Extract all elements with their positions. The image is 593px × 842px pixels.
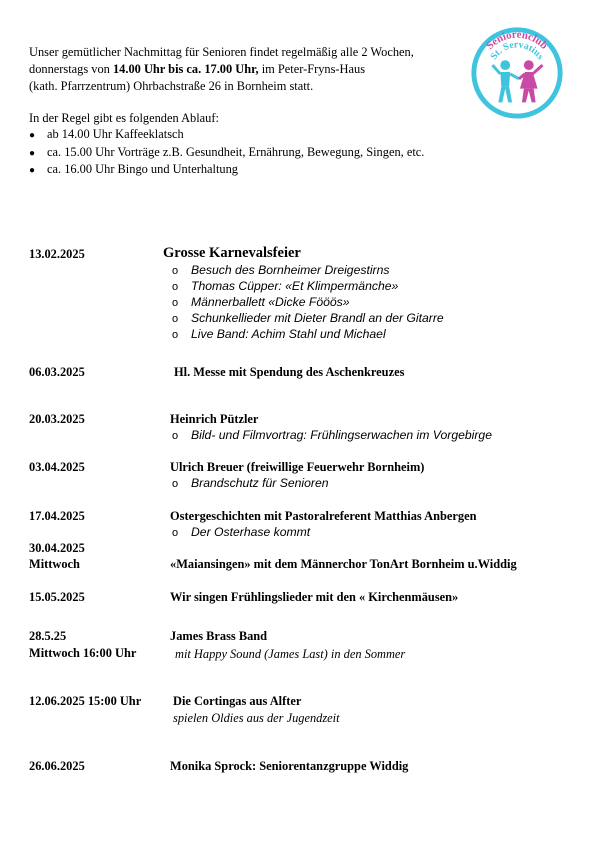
event-note: spielen Oldies aus der Jugendzeit xyxy=(173,711,340,725)
circle-bullet-icon: o xyxy=(172,478,179,490)
intro-line-1: Unser gemütlicher Nachmittag für Senioren findet regelmäßig alle 2 Wochen, xyxy=(29,45,414,59)
event-sub: o Thomas Cüpper: «Et Klimpermänche» xyxy=(172,279,399,293)
event-note: mit Happy Sound (James Last) in den Sommer xyxy=(175,647,406,661)
circle-bullet-icon: o xyxy=(172,297,179,309)
event-date: 17.04.2025 xyxy=(29,509,85,523)
ablauf-heading: In der Regel gibt es folgenden Ablauf: xyxy=(29,111,219,125)
event-weekday: Mittwoch xyxy=(29,557,80,571)
event-sub: o Brandschutz für Senioren xyxy=(172,476,329,490)
event-date: 03.04.2025 xyxy=(29,460,85,474)
bullet-icon: ● xyxy=(29,165,36,176)
ablauf-item: ● ab 14.00 Uhr Kaffeeklatsch xyxy=(29,127,184,141)
event-date: 30.04.2025 xyxy=(29,541,85,555)
event-title: Ulrich Breuer (freiwillige Feuerwehr Bornheim) xyxy=(170,460,425,474)
event-sub: o Männerballett «Dicke Fööös» xyxy=(172,295,350,309)
circle-bullet-icon: o xyxy=(172,527,179,539)
event-date: 20.03.2025 xyxy=(29,412,85,426)
event-sub: o Besuch des Bornheimer Dreigestirns xyxy=(172,263,390,277)
event-title: James Brass Band xyxy=(170,629,268,643)
event-date: 12.06.2025 15:00 Uhr xyxy=(29,694,142,708)
event-date: 15.05.2025 xyxy=(29,590,85,604)
circle-bullet-icon: o xyxy=(172,281,179,293)
seniorenclub-logo xyxy=(468,22,566,120)
ablauf-item: ● ca. 16.00 Uhr Bingo und Unterhaltung xyxy=(29,162,238,176)
event-title: Ostergeschichten mit Pastoralreferent Matthias Anbergen xyxy=(170,509,477,523)
event-title: Die Cortingas aus Alfter xyxy=(173,694,302,708)
event-date: 06.03.2025 xyxy=(29,365,85,379)
event-date: 28.5.25 xyxy=(29,629,67,643)
intro-line-2-text: donnerstags von xyxy=(29,62,113,76)
intro-line-3: (kath. Pfarrzentrum) Ohrbachstraße 26 in Bornheim statt. xyxy=(29,79,314,93)
bullet-icon: ● xyxy=(29,130,36,141)
ablauf-item: ● ca. 15.00 Uhr Vorträge z.B. Gesundheit, Ernährung, Bewegung, Singen, etc. xyxy=(29,145,425,159)
bullet-icon: ● xyxy=(29,148,36,159)
event-sub: o Schunkellieder mit Dieter Brandl an der Gitarre xyxy=(172,311,444,325)
event-title: «Maiansingen» mit dem Männerchor TonArt Bornheim u.Widdig xyxy=(170,557,517,571)
event-date: 26.06.2025 xyxy=(29,759,85,773)
intro-time: 14.00 Uhr bis ca. 17.00 Uhr, xyxy=(112,62,259,76)
circle-bullet-icon: o xyxy=(172,265,179,277)
circle-bullet-icon: o xyxy=(172,313,179,325)
event-title: Heinrich Pützler xyxy=(170,412,259,426)
intro-line-2 xyxy=(29,62,365,77)
event-sub: o Bild- und Filmvortrag: Frühlingserwachen im Vorgebirge xyxy=(172,428,492,442)
svg-text:St. Servatius: St. Servatius xyxy=(488,39,546,62)
circle-bullet-icon: o xyxy=(172,430,179,442)
circle-bullet-icon: o xyxy=(172,329,179,341)
intro-venue: im Peter-Fryns-Haus xyxy=(258,62,366,76)
event-sub: o Live Band: Achim Stahl und Michael xyxy=(172,327,386,341)
svg-text:Seniorenclub: Seniorenclub xyxy=(483,28,551,52)
event-title: Hl. Messe mit Spendung des Aschenkreuzes xyxy=(174,365,405,379)
event-title: Monika Sprock: Seniorentanzgruppe Widdig xyxy=(170,759,409,773)
event-title: Wir singen Frühlingslieder mit den « Kirchenmäusen» xyxy=(170,590,459,604)
event-title: Grosse Karnevalsfeier xyxy=(163,245,301,261)
event-sub: o Der Osterhase kommt xyxy=(172,525,311,539)
event-date: 13.02.2025 xyxy=(29,247,85,261)
event-weekday: Mittwoch 16:00 Uhr xyxy=(29,646,137,660)
